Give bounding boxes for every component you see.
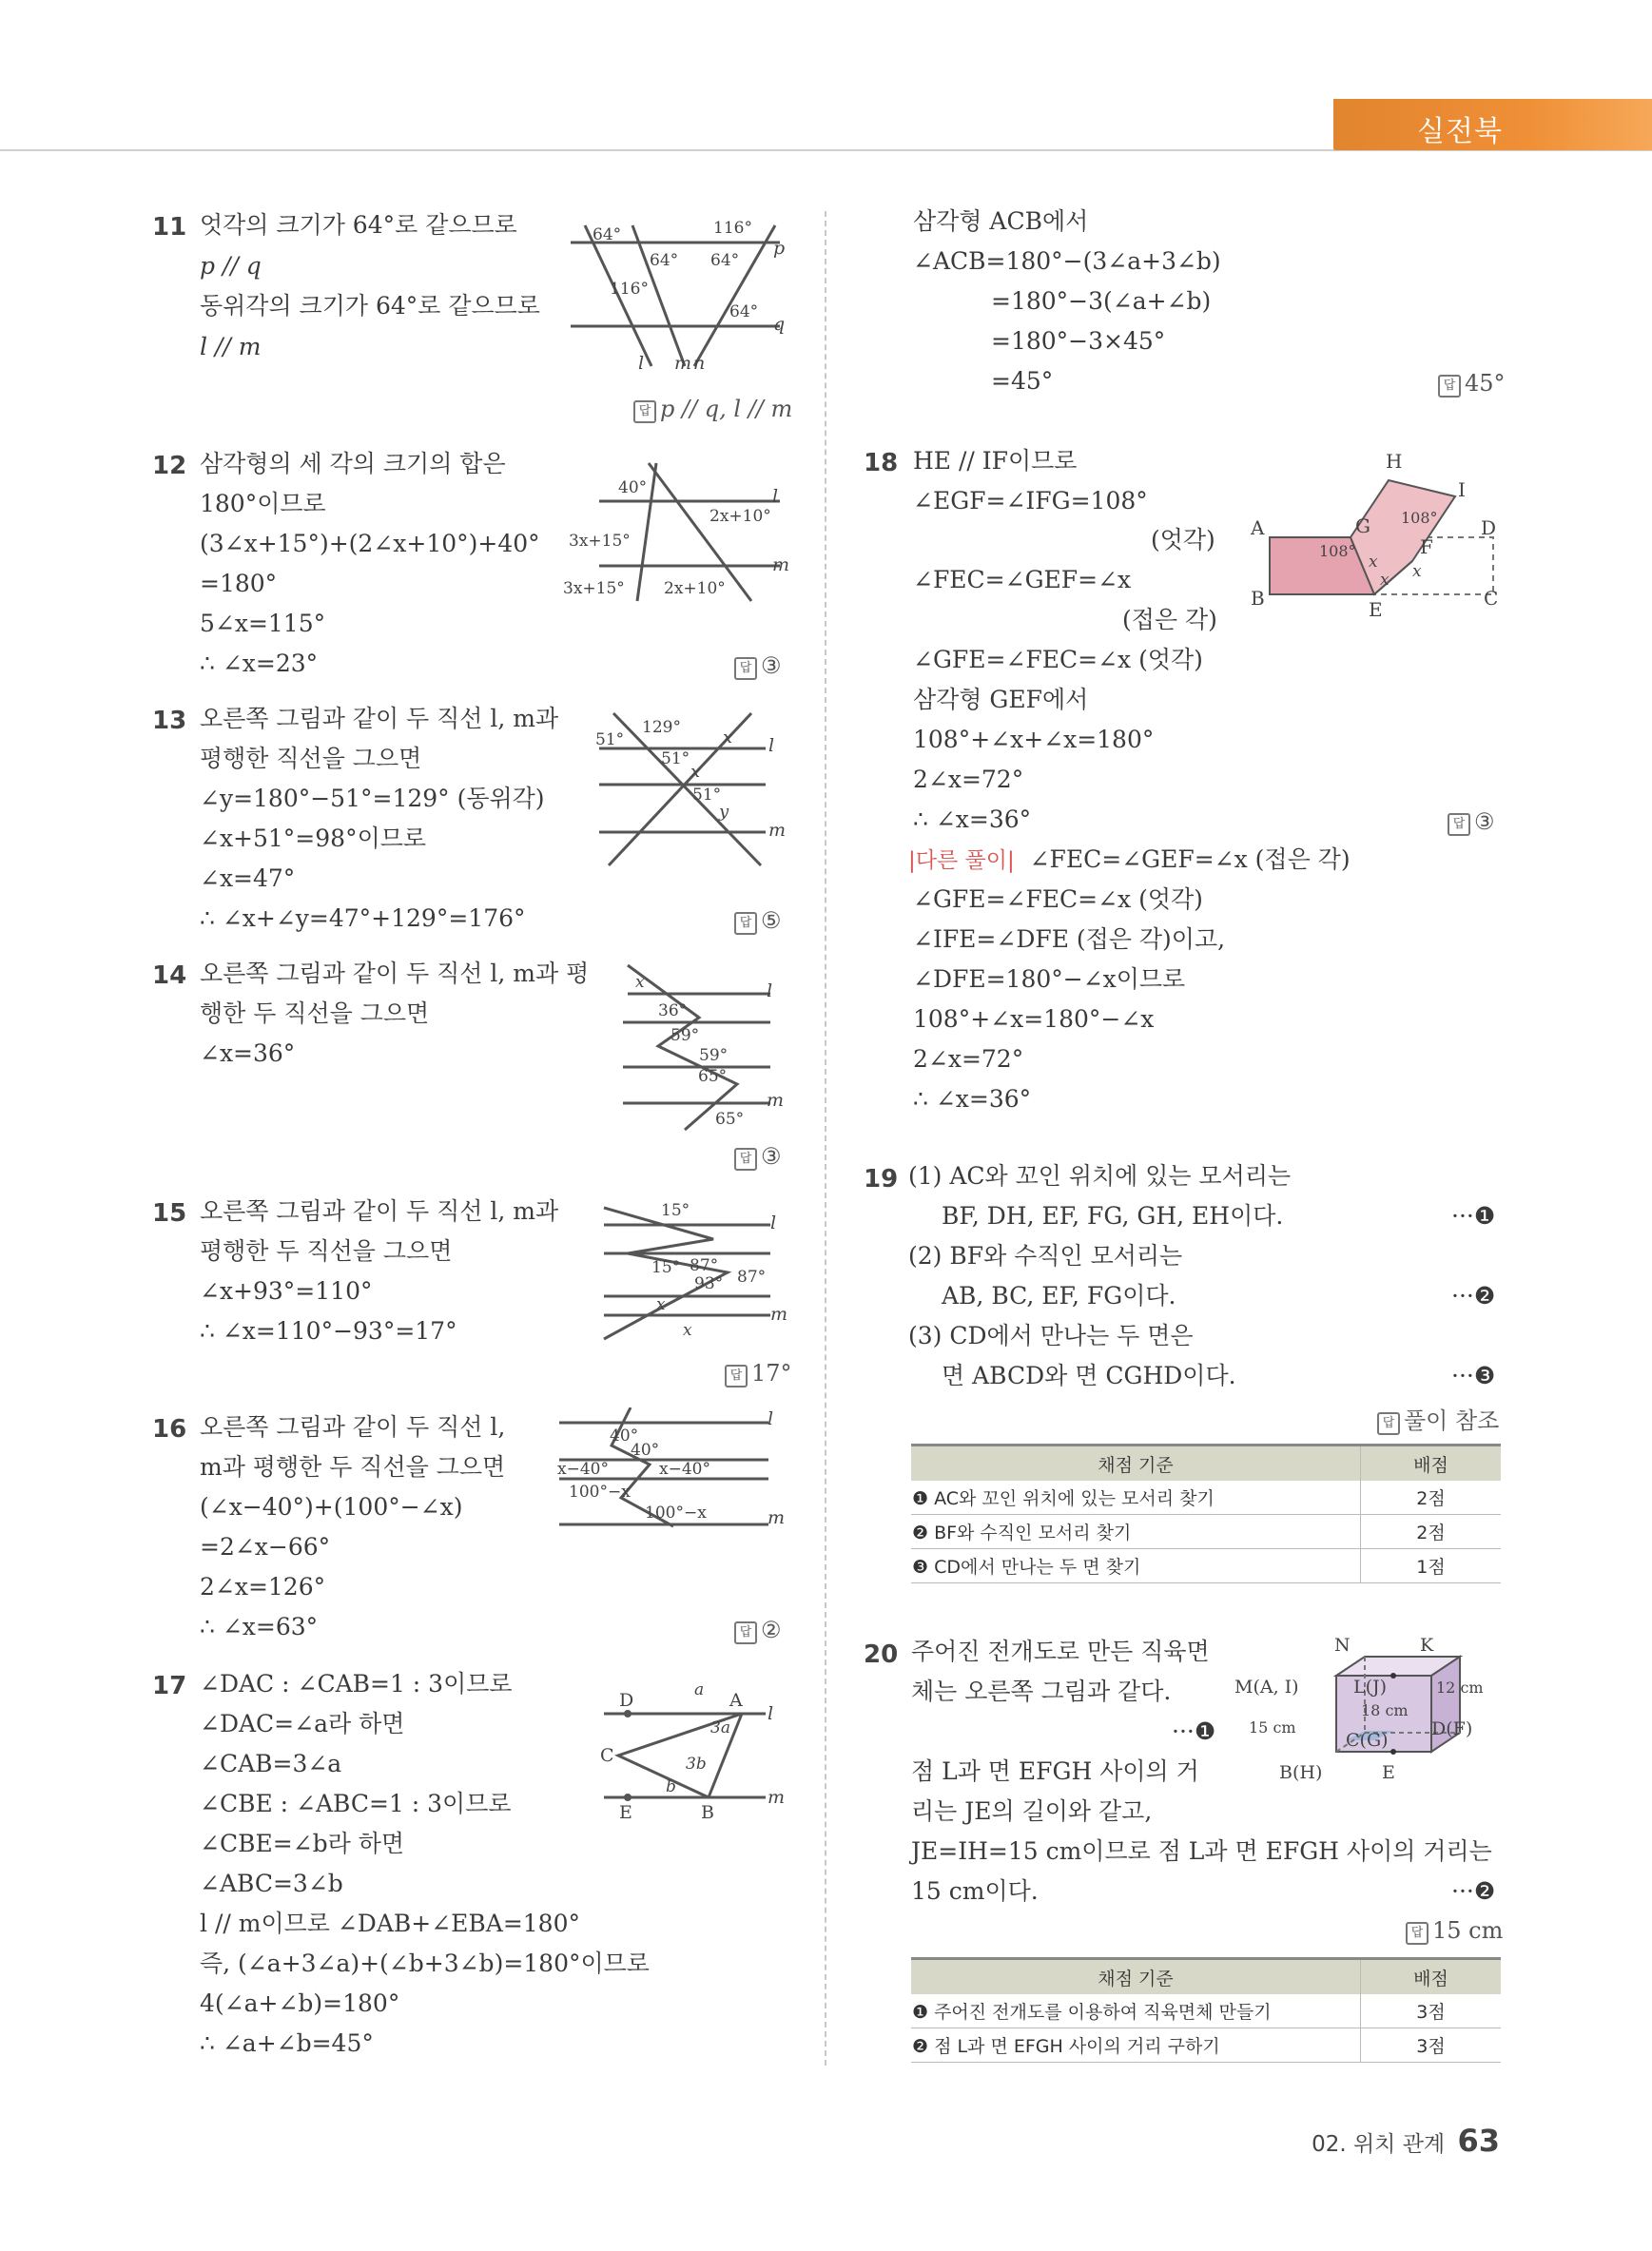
problem-number: 15 bbox=[152, 1199, 187, 1228]
solution-line: p // q bbox=[200, 252, 262, 280]
solution-line: l // m bbox=[200, 333, 262, 360]
angle-var: x bbox=[1412, 562, 1422, 581]
angle-var: 3a bbox=[710, 1718, 730, 1737]
angle-label: 87° bbox=[690, 1256, 719, 1275]
answer: 답 풀이 참조 bbox=[1377, 1402, 1499, 1435]
solution-line: ∠ABC=3∠b bbox=[200, 1870, 343, 1897]
problem-number: 16 bbox=[152, 1415, 187, 1444]
solution-line: 삼각형 GEF에서 bbox=[913, 686, 1089, 713]
angle-label: 59° bbox=[699, 1046, 729, 1065]
score-cell: 3점 bbox=[1361, 2028, 1502, 2063]
solution-line: l // m이므로 ∠DAB+∠EBA=180° bbox=[200, 1910, 580, 1937]
answer-icon: 답 bbox=[734, 912, 757, 935]
solution-line: BF, DH, EF, FG, GH, EH이다. bbox=[942, 1202, 1284, 1230]
angle-var: x bbox=[656, 1295, 666, 1314]
angle-label: 65° bbox=[698, 1067, 728, 1086]
point-label: H bbox=[1386, 450, 1403, 473]
step-marker: ···❸ bbox=[1451, 1362, 1496, 1389]
solution-line: ∠CBE=∠b라 하면 bbox=[200, 1830, 404, 1857]
triangle-figure-12 bbox=[561, 458, 794, 606]
solution-line: ∠DAC=∠a라 하면 bbox=[200, 1710, 405, 1737]
column-header: 배점 bbox=[1361, 1959, 1502, 1995]
solution-line: 5∠x=115° bbox=[200, 610, 326, 637]
solution-line: ∠y=180°−51°=129° (동위각) bbox=[200, 785, 545, 812]
problem-number: 17 bbox=[152, 1672, 187, 1700]
line-label: p bbox=[773, 238, 786, 259]
point-label: I bbox=[1458, 478, 1466, 501]
table-row bbox=[911, 1515, 1501, 1549]
section-tag-label: 실전북 bbox=[1417, 115, 1503, 148]
line-label: l bbox=[770, 1213, 777, 1233]
angle-var: x bbox=[723, 728, 733, 747]
angle-expr: x−40° bbox=[557, 1460, 609, 1479]
angle-var: x bbox=[683, 1321, 692, 1340]
table-row bbox=[911, 1481, 1501, 1515]
line-label: l bbox=[638, 353, 645, 374]
angle-var: 3b bbox=[686, 1755, 707, 1774]
problem-number: 12 bbox=[152, 452, 187, 480]
line-label: m bbox=[772, 554, 790, 575]
solution-line: (3) CD에서 만나는 두 면은 bbox=[908, 1322, 1194, 1349]
chapter-title: 02. 위치 관계 bbox=[1312, 2132, 1446, 2157]
angle-var: x bbox=[690, 762, 701, 782]
solution-line: 면 ABCD와 면 CGHD이다. bbox=[942, 1362, 1236, 1389]
length-label: 15 cm bbox=[1249, 1718, 1296, 1737]
score-cell: 1점 bbox=[1361, 1549, 1502, 1583]
angle-expr: 100°−x bbox=[569, 1483, 631, 1502]
table-header bbox=[911, 1959, 1501, 1995]
angle-label: 116° bbox=[610, 280, 649, 299]
zigzag-figure-14 bbox=[609, 961, 799, 1136]
solution-line: 리는 JE의 길이와 같고, bbox=[911, 1797, 1153, 1825]
column-header: 채점 기준 bbox=[911, 1959, 1361, 1995]
table-row bbox=[911, 1994, 1501, 2028]
point-label: E bbox=[619, 1802, 632, 1823]
solution-line: 체는 오른쪽 그림과 같다. bbox=[911, 1678, 1172, 1705]
line-label: m bbox=[770, 1304, 788, 1325]
solution-line: 즉, (∠a+3∠a)+(∠b+3∠b)=180°이므로 bbox=[200, 1950, 650, 1977]
solution-line: ∠FEC=∠GEF=∠x bbox=[913, 566, 1132, 593]
angle-label: 64° bbox=[729, 302, 759, 321]
solution-line: ∴ ∠a+∠b=45° bbox=[200, 2029, 374, 2057]
solution-line: ∠GFE=∠FEC=∠x (엇각) bbox=[913, 646, 1203, 673]
angle-label: 87° bbox=[737, 1268, 767, 1287]
length-label: 18 cm bbox=[1361, 1701, 1409, 1719]
solution-line: ∠CBE : ∠ABC=1 : 3이므로 bbox=[200, 1790, 512, 1817]
table-header bbox=[911, 1446, 1501, 1482]
answer-icon: 답 bbox=[1448, 813, 1470, 836]
solution-line: 108°+∠x+∠x=180° bbox=[913, 726, 1155, 753]
angle-var: x bbox=[1369, 553, 1378, 572]
solution-line: ∠CAB=3∠a bbox=[200, 1750, 342, 1777]
solution-line: HE // IF이므로 bbox=[913, 447, 1078, 475]
angle-label: 64° bbox=[650, 251, 679, 270]
solution-line: ∠x=36° bbox=[200, 1039, 296, 1067]
solution-line: ∠x+51°=98°이므로 bbox=[200, 825, 427, 852]
solution-line: =180°−3×45° bbox=[991, 327, 1166, 355]
angle-label: 59° bbox=[671, 1026, 700, 1045]
line-label: l bbox=[768, 1703, 774, 1724]
problem-number: 19 bbox=[864, 1165, 899, 1193]
line-label: l bbox=[768, 735, 775, 756]
page-number: 63 bbox=[1457, 2123, 1500, 2159]
angle-label: 129° bbox=[642, 718, 681, 737]
angle-expr: 3x+15° bbox=[569, 532, 631, 551]
table-row bbox=[911, 1549, 1501, 1583]
solution-line: ∠ACB=180°−(3∠a+3∠b) bbox=[913, 247, 1221, 275]
solution-line: m과 평행한 두 직선을 그으면 bbox=[200, 1453, 506, 1481]
angle-var: y bbox=[719, 802, 729, 822]
line-label: l bbox=[767, 980, 773, 1001]
vertex-label: N bbox=[1334, 1638, 1351, 1656]
parallel-lines-figure-11 bbox=[556, 214, 804, 376]
solution-line: 15 cm이다. bbox=[911, 1877, 1039, 1905]
answer-icon: 답 bbox=[1377, 1412, 1400, 1435]
line-label: l bbox=[772, 486, 779, 507]
column-header: 채점 기준 bbox=[911, 1446, 1361, 1482]
solution-line: 엇각의 크기가 64°로 같으므로 bbox=[200, 211, 517, 239]
solution-line: 평행한 두 직선을 그으면 bbox=[200, 1237, 453, 1265]
solution-line: ∴ ∠x=36° bbox=[913, 805, 1032, 833]
zigzag-figure-15 bbox=[599, 1196, 794, 1349]
angle-expr: x−40° bbox=[659, 1460, 710, 1479]
answer: 답 15 cm bbox=[1406, 1917, 1503, 1945]
solution-line: ∠DFE=180°−∠x이므로 bbox=[913, 965, 1186, 993]
angle-label: 51° bbox=[595, 730, 625, 749]
parallel-lines-figure-13 bbox=[590, 708, 804, 870]
answer-icon: 답 bbox=[633, 400, 656, 423]
solution-line: JE=IH=15 cm이므로 점 L과 면 EFGH 사이의 거리는 bbox=[911, 1837, 1492, 1865]
solution-line: 삼각형 ACB에서 bbox=[913, 207, 1089, 235]
angle-label: 116° bbox=[713, 219, 752, 238]
alt-solution: |다른 풀이| ∠FEC=∠GEF=∠x (접은 각) bbox=[908, 845, 1351, 873]
point-label: D bbox=[1481, 516, 1497, 539]
alt-solution-label: |다른 풀이| bbox=[908, 848, 1015, 873]
folded-paper-figure-18 bbox=[1241, 447, 1512, 618]
solution-line: 동위각의 크기가 64°로 같으므로 bbox=[200, 292, 540, 320]
point-label: C bbox=[600, 1745, 614, 1766]
solution-line: 2∠x=72° bbox=[913, 1045, 1024, 1073]
angle-bisect-figure-17 bbox=[594, 1674, 799, 1826]
line-label: m bbox=[767, 1090, 785, 1111]
solution-line: ∠x=47° bbox=[200, 864, 296, 892]
point-label: E bbox=[1369, 598, 1383, 618]
criterion-cell: ❷ BF와 수직인 모서리 찾기 bbox=[911, 1515, 1361, 1549]
answer: 답 45° bbox=[1438, 370, 1506, 398]
line-label: l bbox=[768, 1408, 774, 1429]
angle-var: b bbox=[666, 1777, 676, 1796]
solution-line: (3∠x+15°)+(2∠x+10°)+40° bbox=[200, 530, 540, 557]
score-cell: 3점 bbox=[1361, 1994, 1502, 2028]
answer-icon: 답 bbox=[734, 1621, 757, 1644]
score-cell: 2점 bbox=[1361, 1481, 1502, 1515]
point-label: A bbox=[1251, 516, 1265, 539]
criterion-cell: ❸ CD에서 만나는 두 면 찾기 bbox=[911, 1549, 1361, 1583]
angle-var: a bbox=[694, 1680, 705, 1699]
solution-line: ∠DAC : ∠CAB=1 : 3이므로 bbox=[200, 1670, 513, 1698]
solution-line: 오른쪽 그림과 같이 두 직선 l, m과 bbox=[200, 705, 559, 732]
step-marker: ···❶ bbox=[1451, 1202, 1496, 1230]
length-label: 12 cm bbox=[1436, 1679, 1484, 1697]
column-header: 배점 bbox=[1361, 1446, 1502, 1482]
solution-line: ∴ ∠x+∠y=47°+129°=176° bbox=[200, 904, 526, 932]
solution-line: 108°+∠x=180°−∠x bbox=[913, 1005, 1155, 1033]
solution-line: 평행한 직선을 그으면 bbox=[200, 745, 422, 772]
problem-number: 14 bbox=[152, 961, 187, 990]
vertex-label: L(J) bbox=[1353, 1677, 1388, 1698]
answer-icon: 답 bbox=[734, 1148, 757, 1171]
solution-line: ∴ ∠x=63° bbox=[200, 1613, 319, 1640]
solution-line: (2) BF와 수직인 모서리는 bbox=[908, 1242, 1183, 1270]
angle-expr: 100°−x bbox=[645, 1504, 707, 1523]
answer: 답 17° bbox=[725, 1360, 792, 1387]
line-label: m bbox=[768, 820, 787, 841]
angle-label: 93° bbox=[694, 1274, 724, 1293]
solution-line: ∴ ∠x=23° bbox=[200, 650, 319, 677]
step-marker: ···❷ bbox=[1451, 1282, 1496, 1310]
vertex-label: M(A, I) bbox=[1234, 1677, 1299, 1698]
line-label: q bbox=[773, 314, 786, 335]
solution-line: =180° bbox=[200, 570, 278, 597]
point-label: B bbox=[701, 1802, 714, 1823]
vertex-label: D(F) bbox=[1431, 1718, 1473, 1739]
solution-line: ∠x+93°=110° bbox=[200, 1277, 373, 1305]
vertex-label: K bbox=[1420, 1638, 1434, 1656]
angle-label: 51° bbox=[661, 749, 690, 768]
cuboid-figure-20 bbox=[1232, 1638, 1507, 1799]
solution-line: ∠IFE=∠DFE (접은 각)이고, bbox=[913, 925, 1226, 953]
solution-line: 삼각형의 세 각의 크기의 합은 bbox=[200, 450, 506, 477]
zigzag-figure-16 bbox=[554, 1407, 792, 1541]
answer-icon: 답 bbox=[725, 1365, 748, 1387]
line-label: n bbox=[693, 353, 706, 374]
angle-label: 108° bbox=[1401, 509, 1438, 527]
solution-line: 점 L과 면 EFGH 사이의 거 bbox=[911, 1757, 1199, 1785]
solution-line: ∴ ∠x=110°−93°=17° bbox=[200, 1317, 457, 1345]
solution-line: ∠GFE=∠FEC=∠x (엇각) bbox=[913, 885, 1203, 913]
problem-number: 13 bbox=[152, 707, 187, 735]
problem-number: 20 bbox=[864, 1640, 899, 1669]
solution-line: 오른쪽 그림과 같이 두 직선 l, bbox=[200, 1413, 506, 1441]
angle-label: 40° bbox=[610, 1426, 639, 1446]
solution-line: ∴ ∠x=36° bbox=[913, 1085, 1032, 1113]
line-label: m bbox=[768, 1787, 786, 1808]
vertex-label: C(G) bbox=[1346, 1730, 1389, 1751]
point-label: C bbox=[1484, 587, 1499, 610]
point-label: G bbox=[1355, 514, 1370, 537]
answer: 답 ⑤ bbox=[734, 907, 782, 935]
step-marker: ···❶ bbox=[1172, 1717, 1216, 1745]
solution-line: AB, BC, EF, FG이다. bbox=[942, 1282, 1176, 1310]
answer-icon: 답 bbox=[1438, 375, 1461, 398]
answer: 답 ③ bbox=[1448, 808, 1495, 836]
answer: 답 p // q, l // m bbox=[633, 396, 792, 423]
solution-line: 4(∠a+∠b)=180° bbox=[200, 1989, 400, 2017]
line-label: m bbox=[768, 1507, 786, 1528]
solution-line: =2∠x−66° bbox=[200, 1533, 331, 1561]
angle-label: 64° bbox=[593, 225, 622, 244]
angle-label: 40° bbox=[631, 1441, 660, 1460]
solution-line: (∠x−40°)+(100°−∠x) bbox=[200, 1493, 463, 1521]
angle-expr: 3x+15° bbox=[563, 579, 625, 598]
page-footer bbox=[1312, 2123, 1500, 2159]
column-divider bbox=[825, 211, 826, 2066]
problem-number: 11 bbox=[152, 213, 187, 242]
angle-var: x bbox=[635, 973, 645, 992]
solution-line: 주어진 전개도로 만든 직육면 bbox=[911, 1638, 1210, 1665]
angle-label: 15° bbox=[661, 1201, 690, 1220]
criterion-cell: ❷ 점 L과 면 EFGH 사이의 거리 구하기 bbox=[911, 2028, 1361, 2063]
answer: 답 ② bbox=[734, 1617, 782, 1644]
solution-line: 오른쪽 그림과 같이 두 직선 l, m과 평 bbox=[200, 960, 590, 987]
angle-expr: 2x+10° bbox=[709, 507, 771, 526]
point-label: F bbox=[1420, 535, 1433, 558]
step-marker: ···❷ bbox=[1451, 1877, 1496, 1905]
solution-line: 2∠x=72° bbox=[913, 766, 1024, 793]
angle-label: 65° bbox=[715, 1110, 745, 1129]
solution-line: ∠EGF=∠IFG=108° bbox=[913, 487, 1148, 514]
angle-var: x bbox=[1380, 571, 1390, 590]
solution-line: 180°이므로 bbox=[200, 490, 326, 517]
point-label: A bbox=[729, 1690, 743, 1711]
point-label: D bbox=[619, 1690, 634, 1711]
solution-line: =45° bbox=[991, 367, 1054, 395]
answer: 답 ③ bbox=[734, 1143, 782, 1171]
vertex-label: B(H) bbox=[1279, 1762, 1323, 1783]
criterion-cell: ❶ AC와 꼬인 위치에 있는 모서리 찾기 bbox=[911, 1481, 1361, 1515]
solution-line: (1) AC와 꼬인 위치에 있는 모서리는 bbox=[908, 1162, 1292, 1190]
angle-expr: 2x+10° bbox=[664, 579, 726, 598]
solution-line: (접은 각) bbox=[1122, 606, 1217, 633]
table-row bbox=[911, 2028, 1501, 2063]
solution-line: 행한 두 직선을 그으면 bbox=[200, 999, 430, 1027]
angle-label: 36° bbox=[658, 1001, 688, 1020]
problem-number: 18 bbox=[864, 449, 899, 477]
solution-line: 2∠x=126° bbox=[200, 1573, 326, 1601]
answer-icon: 답 bbox=[734, 657, 757, 680]
solution-line: =180°−3(∠a+∠b) bbox=[991, 287, 1212, 315]
line-label: m bbox=[674, 353, 692, 374]
angle-label: 108° bbox=[1319, 542, 1356, 560]
angle-label: 40° bbox=[618, 478, 648, 497]
angle-label: 64° bbox=[710, 251, 740, 270]
score-cell: 2점 bbox=[1361, 1515, 1502, 1549]
scoring-table bbox=[911, 1444, 1501, 1583]
criterion-cell: ❶ 주어진 전개도를 이용하여 직육면체 만들기 bbox=[911, 1994, 1361, 2028]
solution-line: 오른쪽 그림과 같이 두 직선 l, m과 bbox=[200, 1197, 559, 1225]
vertex-label: E bbox=[1382, 1762, 1395, 1783]
point-label: B bbox=[1251, 587, 1265, 610]
angle-label: 51° bbox=[692, 786, 722, 805]
scoring-table bbox=[911, 1957, 1501, 2063]
answer: 답 ③ bbox=[734, 652, 782, 680]
solution-line: (엇각) bbox=[1151, 526, 1215, 553]
angle-label: 15° bbox=[651, 1258, 681, 1277]
answer-icon: 답 bbox=[1406, 1922, 1428, 1945]
